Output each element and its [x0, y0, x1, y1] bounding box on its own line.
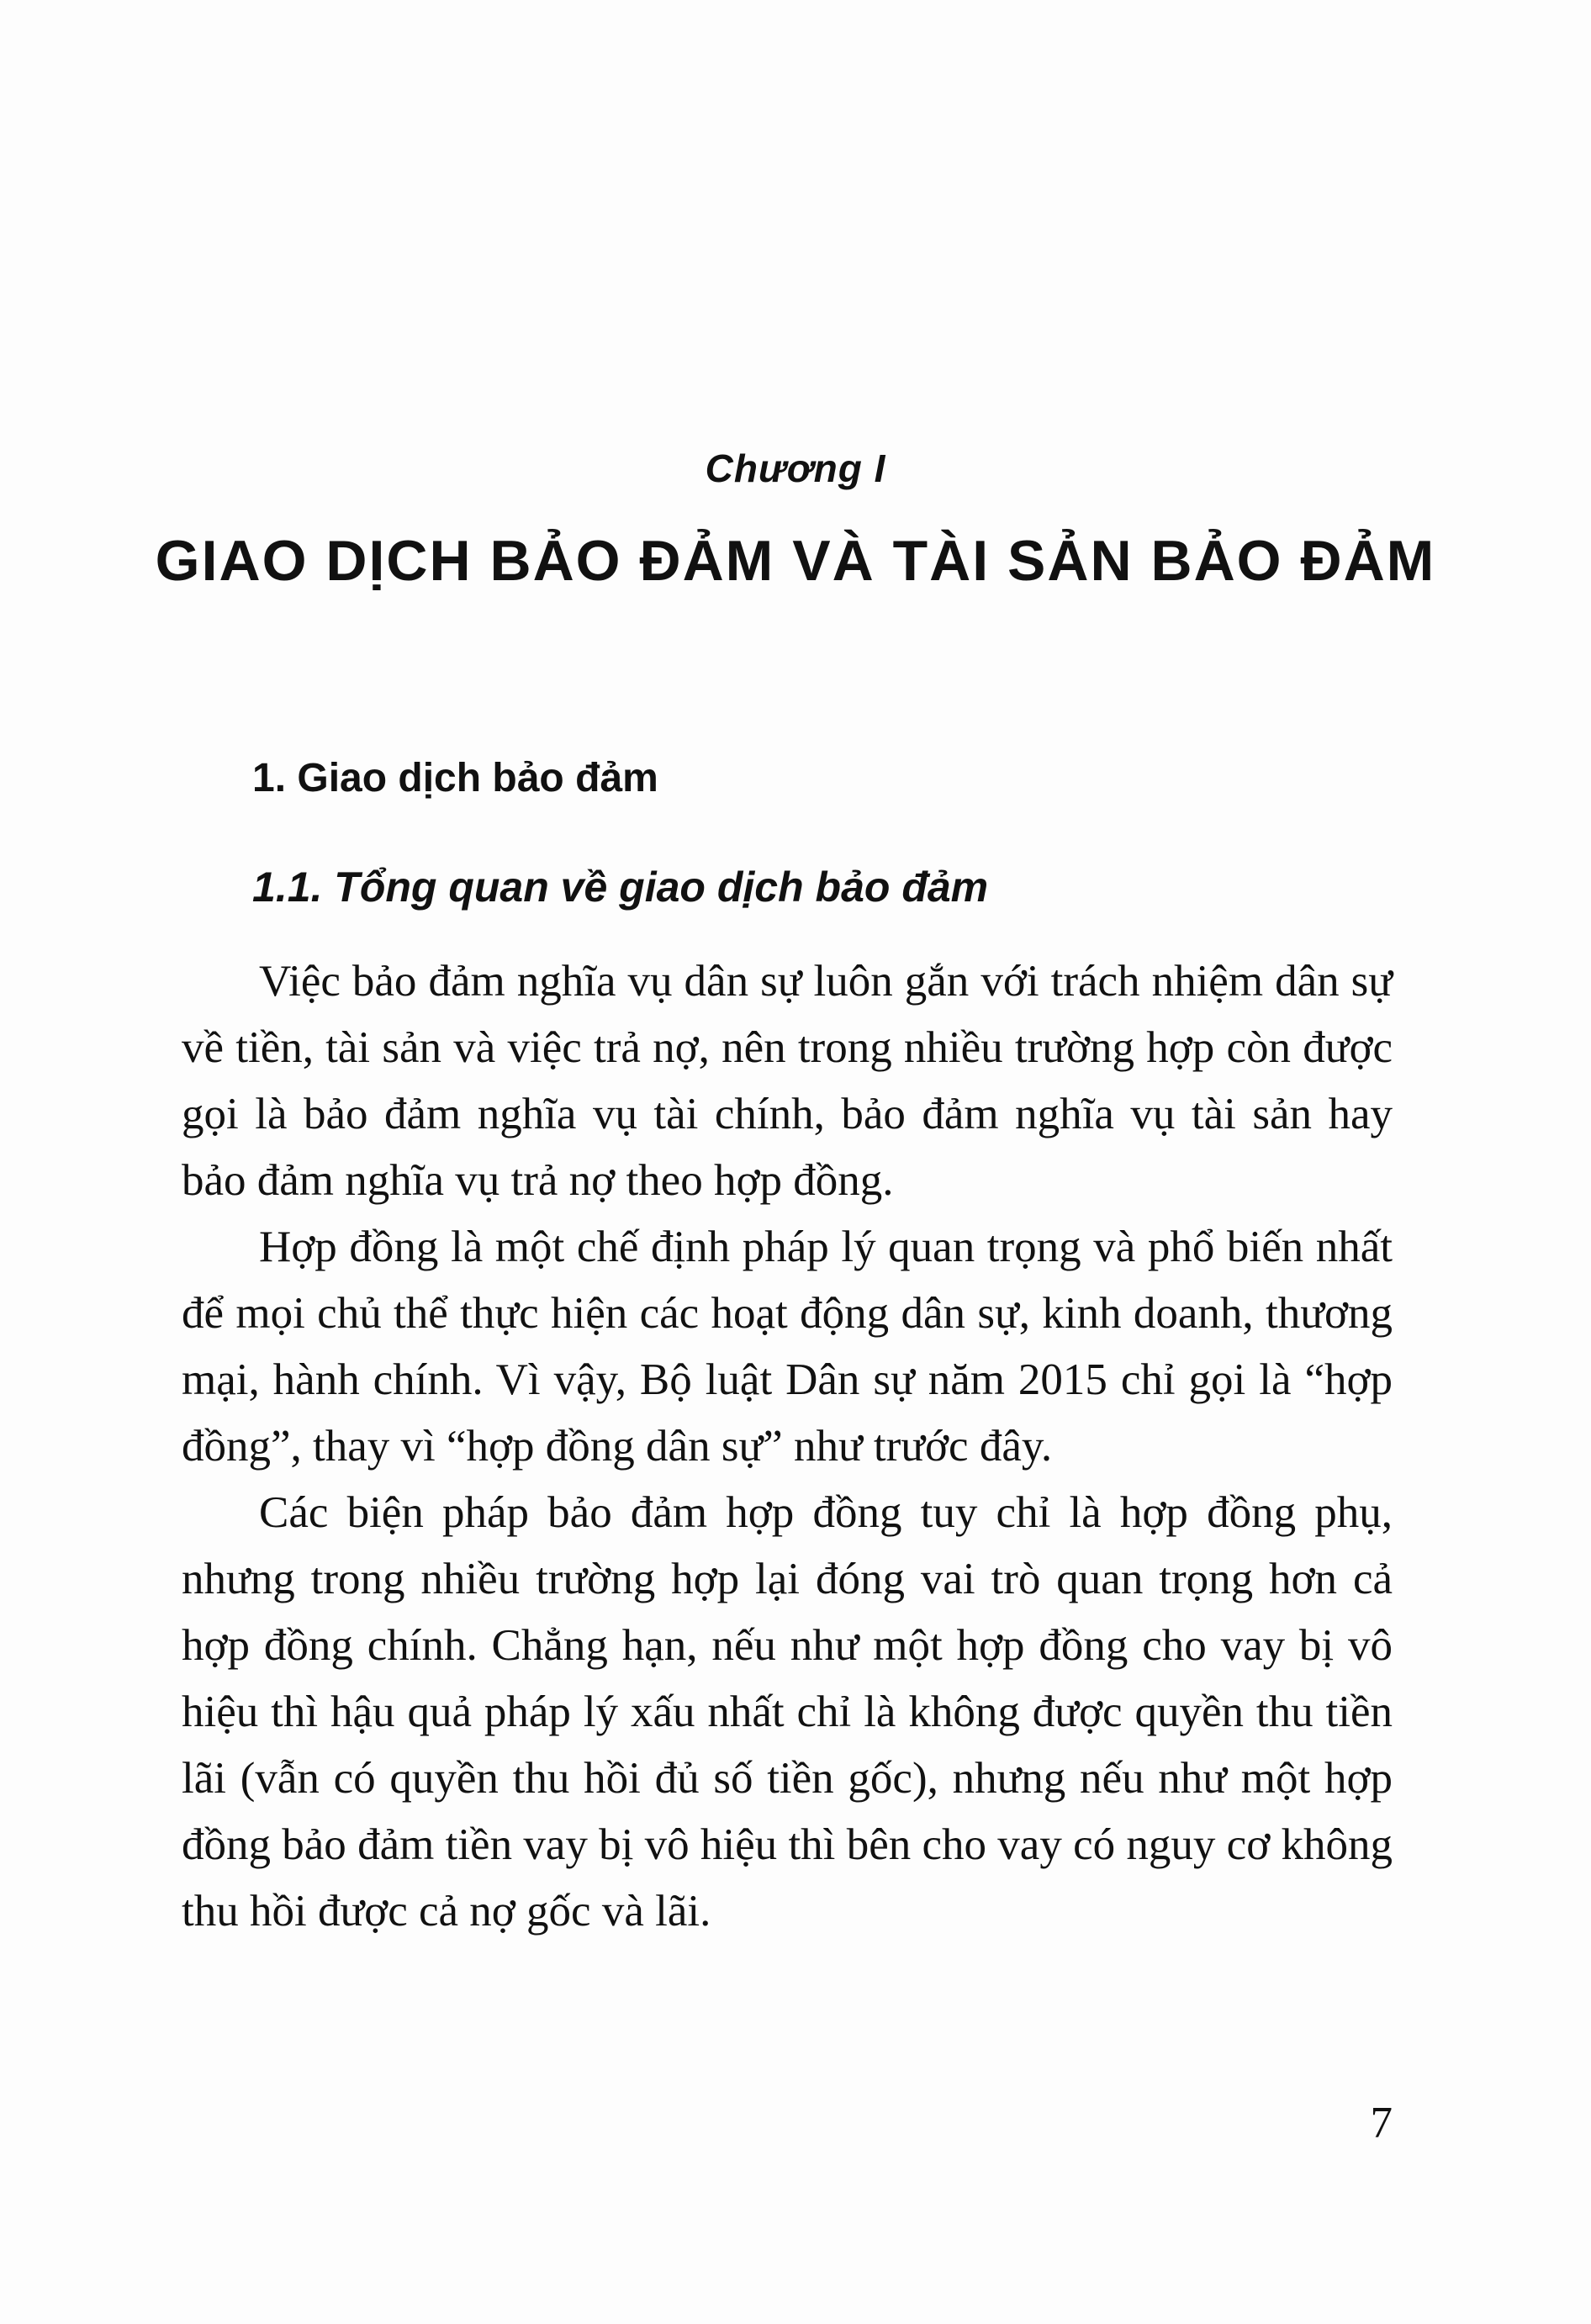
body-text	[182, 948, 1393, 1945]
paragraph-2: Hợp đồng là một chế định pháp lý quan trọng và phổ biến nhất để mọi chủ thể thực hiện các hoạt động dân sự, kinh doanh, thương mại, hành chính. Vì vậy, Bộ luật Dân sự năm 2015 chỉ gọi là “hợp đồng”, thay vì “hợp đồng dân sự” như trước đây.	[182, 1223, 1393, 1471]
chapter-title: GIAO DỊCH BẢO ĐẢM VÀ TÀI SẢN BẢO ĐẢM	[155, 529, 1436, 593]
page-number: 7	[1370, 2099, 1393, 2147]
chapter-label: Chương I	[705, 446, 886, 490]
section-heading: 1. Giao dịch bảo đảm	[252, 756, 658, 800]
subsection-heading: 1.1. Tổng quan về giao dịch bảo đảm	[252, 864, 989, 911]
paragraph-1: Việc bảo đảm nghĩa vụ dân sự luôn gắn với trách nhiệm dân sự về tiền, tài sản và việc trả nợ, nên trong nhiều trường hợp còn được gọi là bảo đảm nghĩa vụ tài chính, bảo đảm nghĩa vụ tài sản hay bảo đảm nghĩa vụ trả nợ theo hợp đồng.	[182, 957, 1393, 1205]
paragraph-3: Các biện pháp bảo đảm hợp đồng tuy chỉ là hợp đồng phụ, nhưng trong nhiều trường hợp lại đóng vai trò quan trọng hơn cả hợp đồng chính. Chẳng hạn, nếu như một hợp đồng cho vay bị vô hiệu thì hậu quả pháp lý xấu nhất chỉ là không được quyền thu tiền lãi (vẫn có quyền thu hồi đủ số tiền gốc), nhưng nếu như một hợp đồng bảo đảm tiền vay bị vô hiệu thì bên cho vay có nguy cơ không thu hồi được cả nợ gốc và lãi.	[182, 1488, 1393, 1936]
